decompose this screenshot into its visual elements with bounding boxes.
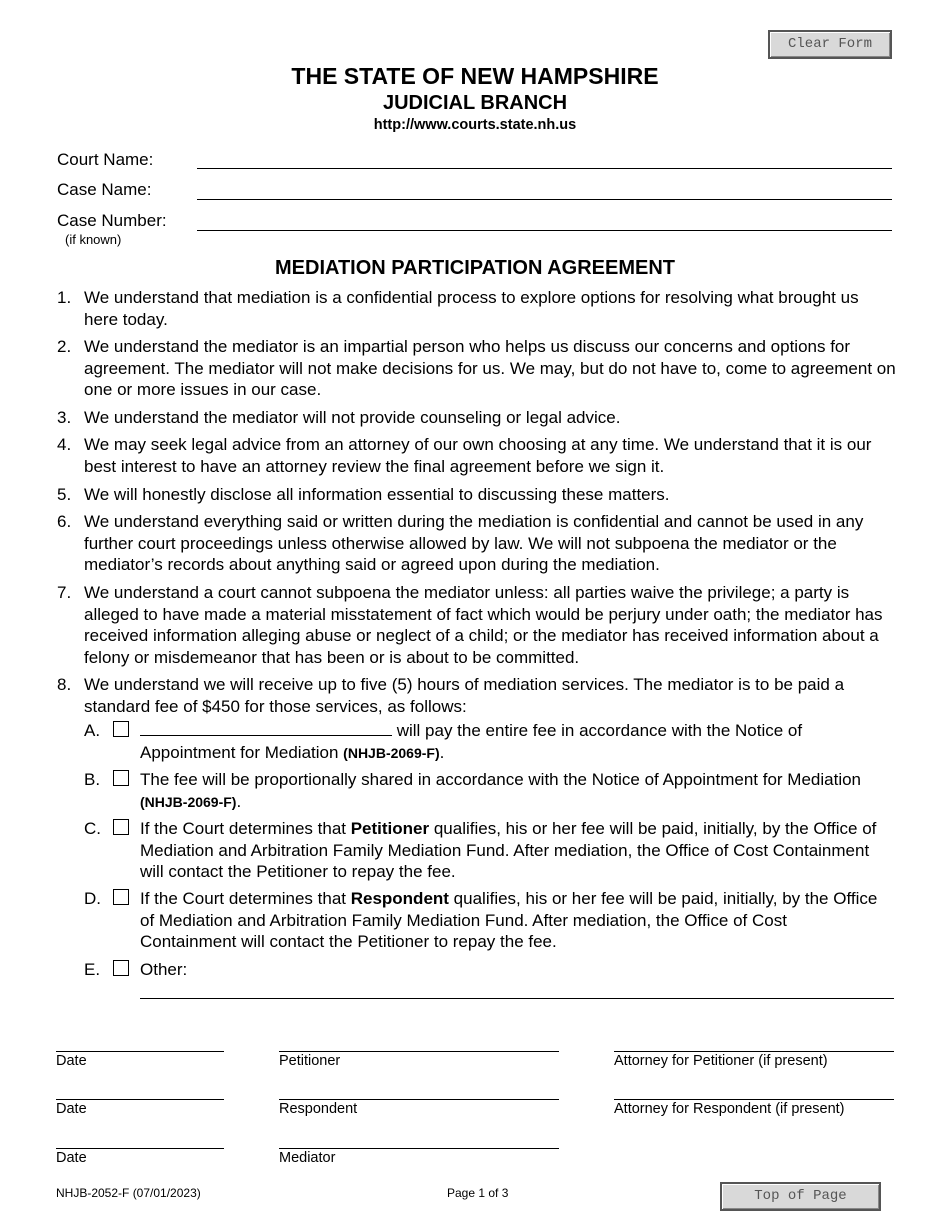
option-text — [140, 720, 884, 764]
option-letter: D. — [84, 889, 101, 908]
item-text: We understand the mediator will not provide counseling or legal advice. — [84, 408, 621, 427]
item-text: We will honestly disclose all information essential to discussing these matters. — [84, 485, 670, 504]
option-a-checkbox[interactable] — [113, 721, 129, 737]
court-url: http://www.courts.state.nh.us — [373, 117, 577, 133]
date-line[interactable] — [56, 1148, 224, 1149]
respondent-signature-line[interactable] — [279, 1099, 559, 1100]
case-number-input[interactable] — [197, 230, 892, 231]
option-letter: B. — [84, 770, 101, 789]
item-text: We may seek legal advice from an attorney of our own choosing at any time. We understand that it is our best interest to have an attorney review the final agreement before we sign it. — [84, 435, 872, 476]
option-text — [140, 769, 884, 813]
case-number-note: (if known) — [65, 232, 122, 247]
atty-petitioner-label: Attorney for Petitioner (if present) — [614, 1053, 828, 1069]
item-text: We understand a court cannot subpoena the mediator unless: all parties waive the privilege; a party is alleged to have made a material misstatement of fact which would be perjury under oath; the mediator has received information alleging abuse or neglect of a child; or the mediator has received information about a felony or misdemeanor that has been or is about to be committed. — [84, 583, 883, 667]
date-label: Date — [56, 1150, 87, 1166]
option-d-party: Respondent — [350, 889, 449, 908]
agreement-title: MEDIATION PARTICIPATION AGREEMENT — [275, 257, 675, 279]
option-letter: E. — [84, 960, 101, 979]
case-number-label: Case Number: — [57, 211, 167, 230]
option-a-end: . — [439, 742, 445, 762]
option-d-post: qualifies, his or her fee will be paid, initially, by the Office of Mediation and Arbitration Family Mediation Fund. After mediation, the Office of Cost Containment will contact the Petitioner to repay the fee. — [140, 889, 878, 951]
payer-name-input[interactable] — [140, 721, 392, 736]
option-b-end: . — [236, 791, 242, 811]
state-title: THE STATE OF NEW HAMPSHIRE — [291, 63, 659, 89]
option-d-pre: If the Court determines that — [140, 889, 351, 908]
option-b-checkbox[interactable] — [113, 770, 129, 786]
item-number: 4. — [57, 435, 72, 454]
item-number: 3. — [57, 408, 72, 427]
item-number: 5. — [57, 485, 72, 504]
item-number: 1. — [57, 288, 72, 307]
item-number: 7. — [57, 583, 72, 602]
mediator-signature-line[interactable] — [279, 1148, 559, 1149]
other-input[interactable] — [140, 998, 894, 999]
top-of-page-button[interactable]: Top of Page — [720, 1182, 881, 1211]
option-e-checkbox[interactable] — [113, 960, 129, 976]
date-line[interactable] — [56, 1099, 224, 1100]
item-number: 8. — [57, 675, 72, 694]
case-name-input[interactable] — [197, 199, 892, 200]
clear-form-button[interactable]: Clear Form — [768, 30, 892, 59]
item-text: We understand that mediation is a confidential process to explore options for resolving what brought us here today. — [84, 288, 859, 329]
atty-respondent-signature-line[interactable] — [614, 1099, 894, 1100]
option-c-pre: If the Court determines that — [140, 819, 351, 838]
option-text — [140, 888, 884, 953]
petitioner-signature-line[interactable] — [279, 1051, 559, 1052]
option-c-post: qualifies, his or her fee will be paid, initially, by the Office of Mediation and Arbitration Family Mediation Fund. After mediation, the Office of Cost Containment will contact the Petitioner to repay the fee. — [140, 819, 877, 881]
form-reference: (NHJB-2069-F) — [343, 744, 440, 761]
option-b-text: The fee will be proportionally shared in accordance with the Notice of Appointment for Mediation — [140, 770, 862, 789]
form-reference: (NHJB-2069-F) — [140, 793, 237, 810]
option-c-party: Petitioner — [350, 819, 430, 838]
case-name-label: Case Name: — [57, 180, 152, 199]
atty-petitioner-signature-line[interactable] — [614, 1051, 894, 1052]
option-e-text: Other: — [140, 960, 188, 979]
item-number: 2. — [57, 337, 72, 356]
item-text: We understand everything said or written during the mediation is confidential and cannot be used in any further court proceedings unless otherwise allowed by law. We will not subpoena the mediator or the mediator’s records about anything said or agreed upon during the mediation. — [84, 512, 864, 574]
court-name-label: Court Name: — [57, 150, 154, 169]
page-number: Page 1 of 3 — [447, 1186, 509, 1200]
option-text — [140, 818, 884, 883]
item-number: 6. — [57, 512, 72, 531]
petitioner-label: Petitioner — [279, 1053, 341, 1069]
option-letter: C. — [84, 819, 101, 838]
respondent-label: Respondent — [279, 1101, 358, 1117]
item-text: We understand the mediator is an impartial person who helps us discuss our concerns and options for agreement. The mediator will not make decisions for us. We may, but do not have to, come to agreement on one or more issues in our case. — [84, 337, 896, 399]
date-label: Date — [56, 1101, 87, 1117]
option-letter: A. — [84, 721, 101, 740]
item-text: We understand we will receive up to five (5) hours of mediation services. The mediator is to be paid a standard fee of $450 for those services, as follows: — [84, 675, 845, 716]
branch-title: JUDICIAL BRANCH — [382, 92, 568, 114]
form-id: NHJB-2052-F (07/01/2023) — [56, 1186, 201, 1200]
option-d-checkbox[interactable] — [113, 889, 129, 905]
option-c-checkbox[interactable] — [113, 819, 129, 835]
mediator-label: Mediator — [279, 1150, 336, 1166]
option-a-text: will pay the entire fee in accordance with the Notice of Appointment for Mediation — [140, 721, 803, 762]
court-name-input[interactable] — [197, 168, 892, 169]
atty-respondent-label: Attorney for Respondent (if present) — [614, 1101, 845, 1117]
date-label: Date — [56, 1053, 87, 1069]
date-line[interactable] — [56, 1051, 224, 1052]
